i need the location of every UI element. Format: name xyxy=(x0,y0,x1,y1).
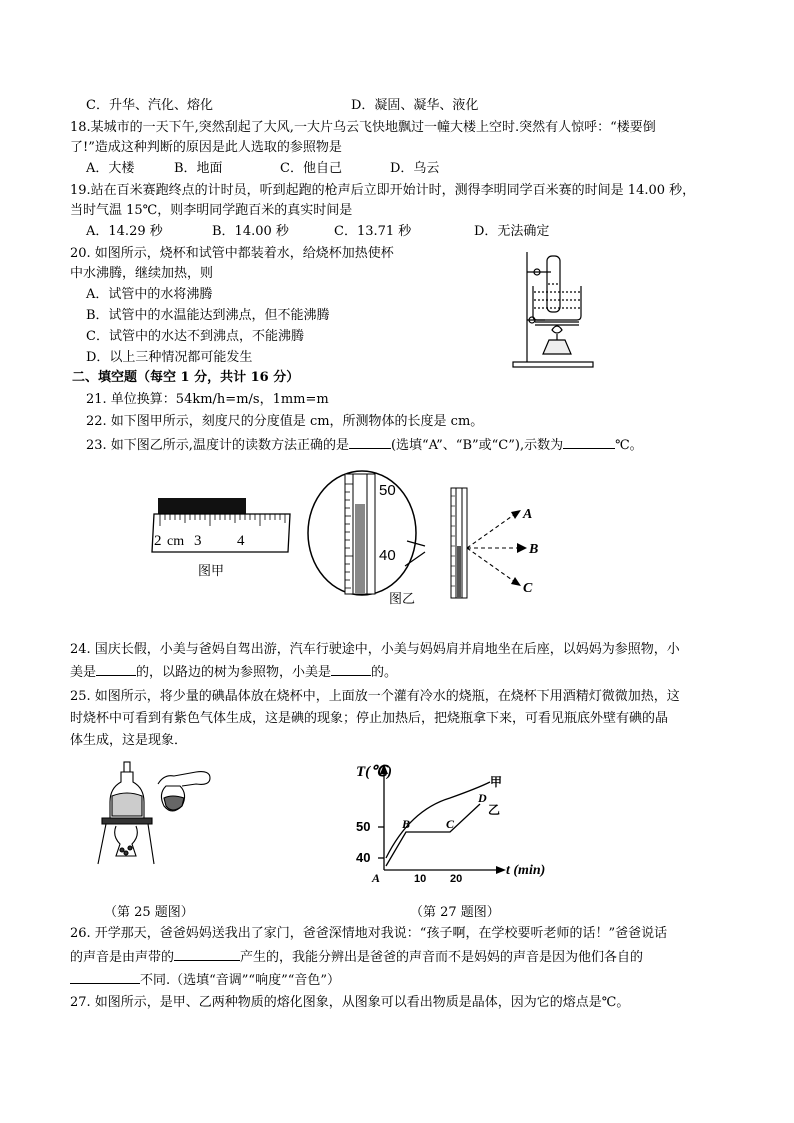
ruler-figure xyxy=(150,490,300,560)
q23-text xyxy=(86,436,643,455)
arrow-a-head xyxy=(511,510,521,519)
melting-graph-figure xyxy=(350,760,550,882)
ruler-label-cm: cm xyxy=(167,534,185,549)
therm-label-50: 50 xyxy=(379,482,396,499)
q20-option-a: A．试管中的水将沸腾 xyxy=(86,287,213,302)
q20-option-c: C．试管中的水达不到沸点，不能沸腾 xyxy=(86,329,304,344)
y-tick-40: 40 xyxy=(356,850,371,865)
q18-option-d: D．乌云 xyxy=(390,161,440,176)
point-a: A xyxy=(372,871,381,882)
arrow-label-b: B xyxy=(529,542,539,557)
q19-option-a: A．14.29 秒 xyxy=(86,224,163,239)
series-label-yi: 乙 xyxy=(488,803,501,817)
ruler-label-2: 2 xyxy=(154,533,162,549)
q24-blank-2[interactable] xyxy=(331,663,371,676)
point-d: D xyxy=(478,791,487,805)
q24-part-a: 美是 xyxy=(70,665,97,680)
x-tick-20: 20 xyxy=(450,873,463,882)
q23-part1: 23. 如下图乙所示,温度计的读数方法正确的是 xyxy=(86,438,349,453)
q17-option-d: D．凝固、凝华、液化 xyxy=(351,98,479,113)
q19-option-b: B．14.00 秒 xyxy=(212,224,289,239)
q20-option-d: D．以上三种情况都可能发生 xyxy=(86,350,253,365)
q25-line2: 时烧杯中可看到有紫色气体生成，这是碘的现象；停止加热后，把烧瓶拿下来，可看见瓶底外壁有碘的晶 xyxy=(70,711,669,726)
q24-part-c: 的。 xyxy=(371,665,398,680)
q18-stem-line2: 了!”造成这种判断的原因是此人选取的参照物是 xyxy=(70,140,342,155)
measured-object xyxy=(158,498,246,514)
graph-x-label: t (min) xyxy=(506,863,546,878)
q22-text: 22. 如下图甲所示，刻度尺的分度值是 cm，所测物体的长度是 cm。 xyxy=(86,414,484,429)
therm-label-40: 40 xyxy=(379,547,396,564)
q26-part-c: 不同.（选填“音调”“响度”“音色”） xyxy=(140,973,341,988)
figure-jia-caption: 图甲 xyxy=(198,564,225,579)
q23-blank-1[interactable] xyxy=(349,436,391,449)
q18-stem-line1: 18.某城市的一天下午,突然刮起了大风,一大片乌云飞快地飘过一幢大楼上空时.突然有人惊呼：“楼要倒 xyxy=(70,120,656,135)
q27-text: 27. 如图所示，是甲、乙两种物质的熔化图象，从图象可以看出物质是晶体，因为它的熔点是℃。 xyxy=(70,995,630,1010)
q26-part-b: 产生的，我能分辨出是爸爸的声音而不是妈妈的声音是因为他们各自的 xyxy=(240,950,644,965)
arrow-c-head xyxy=(511,577,521,586)
q18-options-row xyxy=(86,160,439,178)
q20-stem-line2: 中水沸腾，继续加热，则 xyxy=(70,266,214,281)
q26-part-a: 的声音是由声带的 xyxy=(70,950,175,965)
point-c: C xyxy=(446,817,455,831)
q24-line1: 24. 国庆长假，小美与爸妈自驾出游，汽车行驶途中，小美与妈妈肩并肩地坐在后座，以妈妈为参照物，小 xyxy=(70,642,680,657)
q23-part2: (选填“A”、“B”或“C”),示数为 xyxy=(390,438,564,453)
q18-option-c: C．他自己 xyxy=(280,161,342,176)
q26-line1: 26. 开学那天，爸爸妈妈送我出了家门，爸爸深情地对我说：“孩子啊，在学校要听老师的话！”爸爸说话 xyxy=(70,926,668,941)
ruler-label-4: 4 xyxy=(237,533,245,549)
q20-stem-line1: 20. 如图所示，烧杯和试管中都装着水，给烧杯加热使杯 xyxy=(70,246,394,261)
q26-blank-1[interactable] xyxy=(174,948,240,961)
graph-y-label: T(℃) xyxy=(356,764,392,780)
series-label-jia: 甲 xyxy=(490,775,503,789)
q19-stem-line1: 19.站在百米赛跑终点的计时员，听到起跑的枪声后立即开始计时，测得李明同学百米赛的时间是 14.00 秒， xyxy=(70,183,696,198)
q20-option-b: B．试管中的水温能达到沸点，但不能沸腾 xyxy=(86,308,330,323)
arrow-label-a: A xyxy=(523,507,533,522)
q26-line2 xyxy=(70,948,643,967)
mercury-column-magnified xyxy=(355,504,365,594)
q24-blank-1[interactable] xyxy=(96,663,136,676)
ruler-label-3: 3 xyxy=(194,533,202,549)
q26-line3 xyxy=(70,971,340,990)
q24-line2 xyxy=(70,663,397,682)
arrow-b-head xyxy=(517,543,527,553)
q19-option-d: D．无法确定 xyxy=(474,224,550,239)
q26-blank-2[interactable] xyxy=(70,971,140,984)
q23-blank-2[interactable] xyxy=(563,436,615,449)
arrow-label-c: C xyxy=(523,581,533,596)
q23-part3: ℃。 xyxy=(615,438,643,453)
thermometer-figure xyxy=(305,466,545,606)
point-b: B xyxy=(402,817,411,831)
beaker-apparatus-figure xyxy=(505,250,595,370)
section2-heading: 二、填空题（每空 1 分，共计 16 分） xyxy=(72,370,300,385)
figure-27-caption: （第 27 题图） xyxy=(410,905,500,920)
q21-text: 21. 单位换算：54km/h=m/s，1mm=m xyxy=(86,392,329,407)
q17-options-row xyxy=(86,97,478,115)
q17-option-c: C．升华、汽化、熔化 xyxy=(86,98,213,113)
q25-line1: 25. 如图所示，将少量的碘晶体放在烧杯中，上面放一个灌有冷水的烧瓶，在烧杯下用酒精灯微微加热，这 xyxy=(70,689,680,704)
q19-option-c: C．13.71 秒 xyxy=(334,224,412,239)
mercury-column-small xyxy=(457,546,461,598)
figure-25-caption: （第 25 题图） xyxy=(104,905,194,920)
q19-stem-line2: 当时气温 15℃，则李明同学跑百米的真实时间是 xyxy=(70,203,353,218)
q25-line3: 体生成，这是现象． xyxy=(70,733,188,748)
q18-option-a: A．大楼 xyxy=(86,161,135,176)
q18-option-b: B．地面 xyxy=(174,161,223,176)
x-tick-10: 10 xyxy=(414,873,427,882)
figure-yi-caption: 图乙 xyxy=(389,592,416,607)
q24-part-b: 的，以路边的树为参照物，小美是 xyxy=(136,665,332,680)
iodine-apparatus-figure xyxy=(92,760,222,870)
q19-options-row xyxy=(86,223,549,241)
y-tick-50: 50 xyxy=(356,819,371,834)
